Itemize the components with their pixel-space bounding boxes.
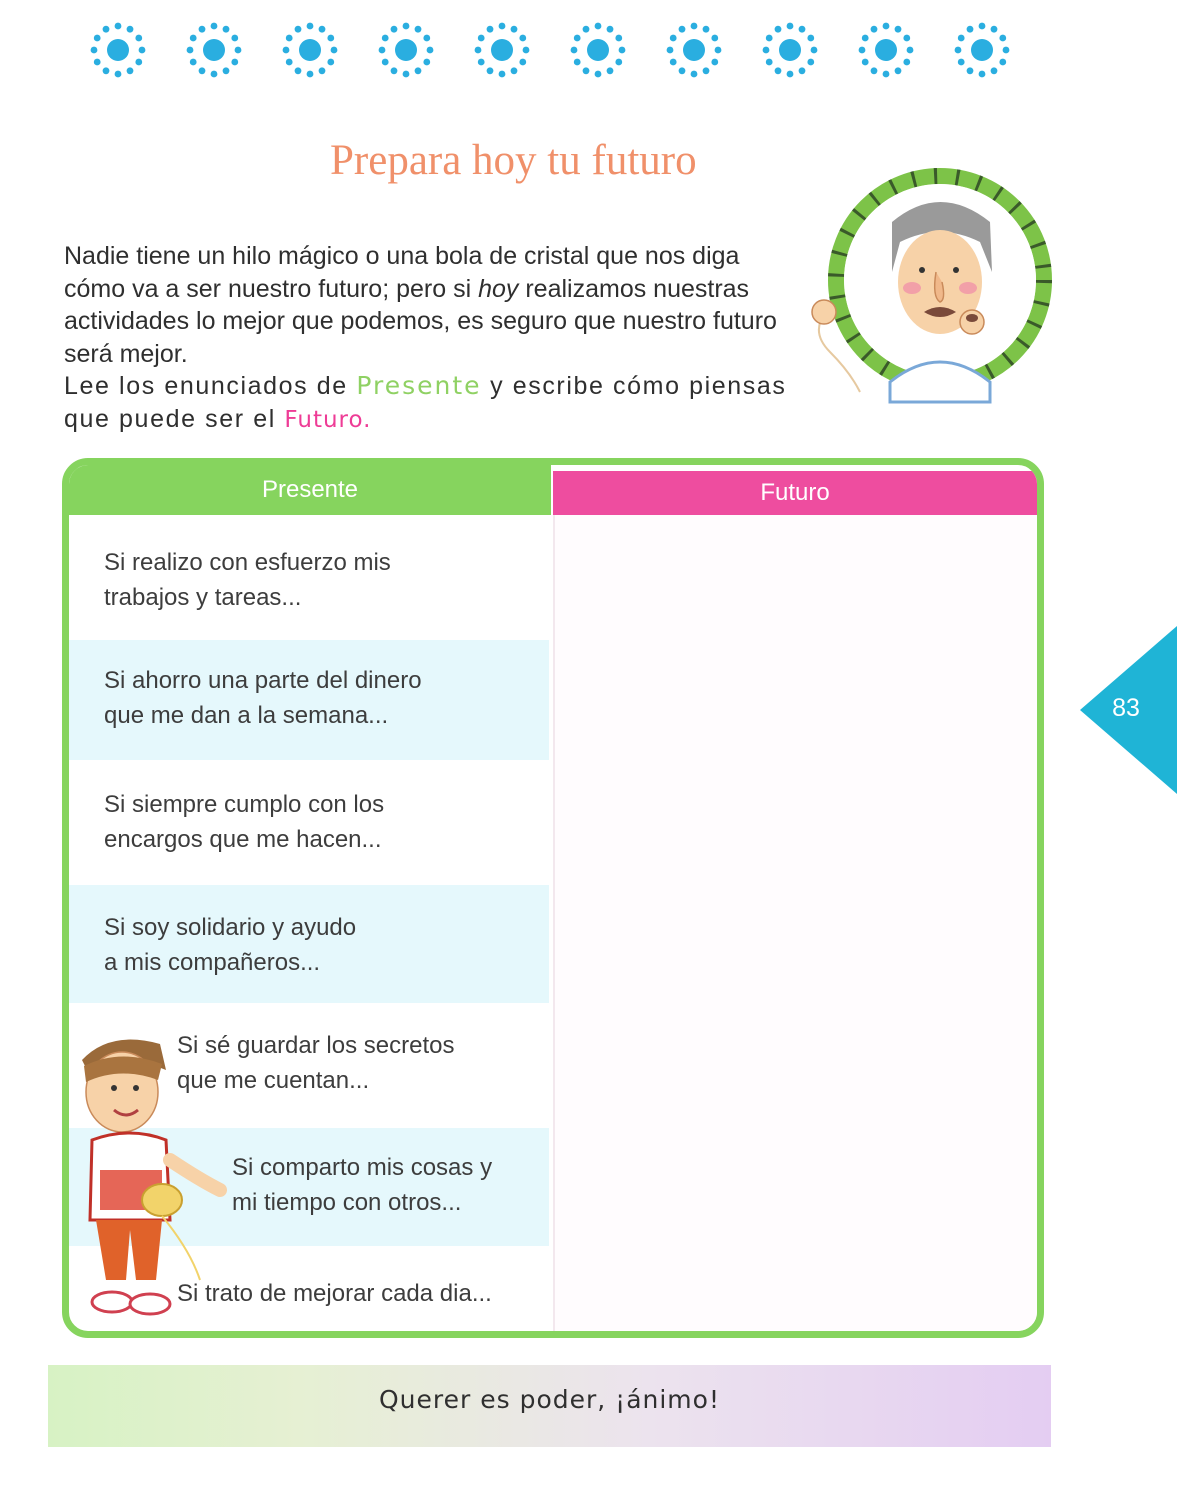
banner-text: Querer es poder, ¡ánimo! (379, 1385, 720, 1414)
decorative-dot-border (86, 18, 1026, 88)
dot-flower-ornament (854, 18, 918, 82)
table-row (69, 885, 549, 1003)
header-presente: Presente (69, 465, 551, 515)
dot-flower-ornament (662, 18, 726, 82)
dot-flower-ornament (86, 18, 150, 82)
present-statement: Si realizo con esfuerzo mis trabajos y tareas... (104, 549, 391, 611)
dot-flower-ornament (278, 18, 342, 82)
presente-highlight: Presente (356, 371, 482, 400)
motivation-banner (48, 1365, 1051, 1447)
man-with-thread-illustration (800, 162, 1065, 442)
table-row (69, 760, 549, 885)
dot-flower-ornament (182, 18, 246, 82)
boy-with-yarn-illustration (70, 1030, 240, 1330)
present-statement: Si soy solidario y ayudo a mis compañeros... (104, 914, 357, 976)
futuro-highlight: Futuro. (284, 406, 372, 433)
table-header (69, 465, 1037, 515)
present-statement: Si sé guardar los secretos que me cuentan... (177, 1032, 455, 1094)
present-statement: Si siempre cumplo con los encargos que me hacen... (104, 791, 385, 853)
table-row (69, 515, 549, 640)
dot-flower-ornament (950, 18, 1014, 82)
dot-flower-ornament (470, 18, 534, 82)
dot-flower-ornament (758, 18, 822, 82)
intro-text: Nadie tiene un hilo mágico o una bola de cristal que nos diga cómo va a ser nuestro futuro; pero si hoy realizamos nuestras actividades lo mejor que podemos, es seguro que nuestro futuro será mejor. (64, 242, 777, 368)
table-row (69, 640, 549, 760)
present-statement: Si comparto mis cosas y mi tiempo con otros... (232, 1154, 493, 1216)
hoy-emphasis: hoy (478, 274, 519, 303)
page-title: Prepara hoy tu futuro (330, 137, 697, 184)
dot-flower-ornament (566, 18, 630, 82)
header-futuro: Futuro (553, 471, 1037, 515)
page-number: 83 (1112, 694, 1140, 722)
present-statement: Si trato de mejorar cada dia... (177, 1280, 492, 1307)
present-statement: Si ahorro una parte del dinero que me dan a la semana... (104, 667, 422, 729)
instruction-text: Lee los enunciados de Presente y escribe cómo piensas que puede ser el Futuro. (64, 371, 787, 433)
intro-paragraph (64, 240, 790, 436)
dot-flower-ornament (374, 18, 438, 82)
futuro-answer-column[interactable] (553, 515, 1037, 1331)
